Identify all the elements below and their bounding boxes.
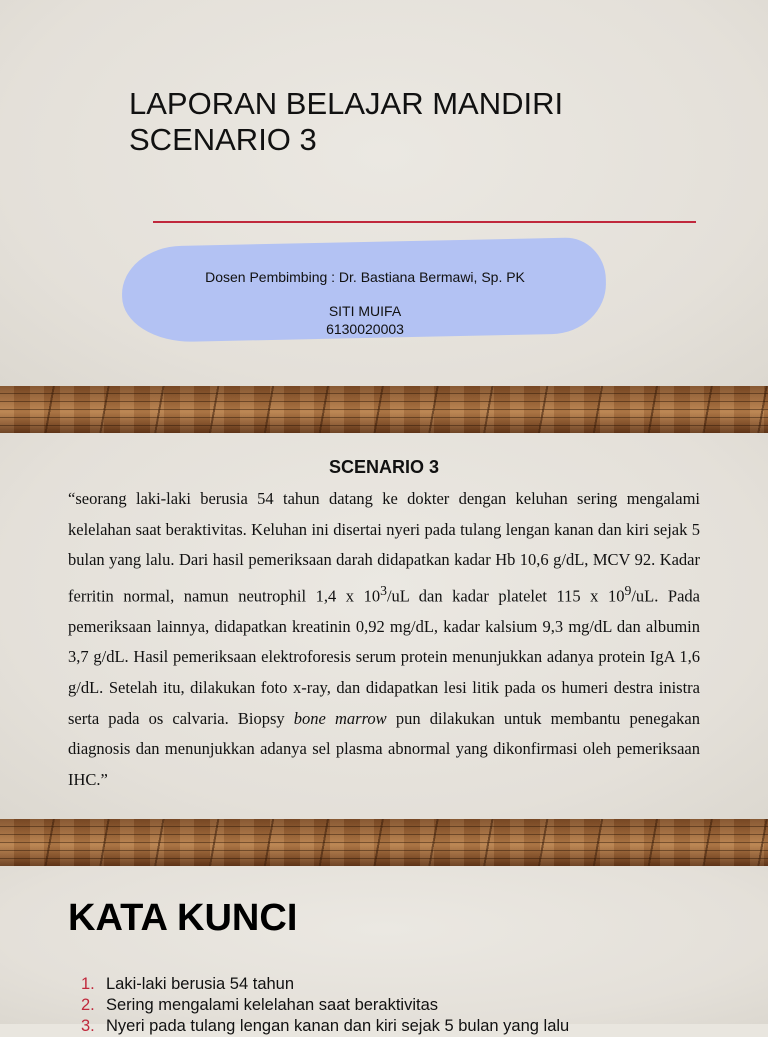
list-item	[81, 995, 569, 1016]
scenario-text-part-3: /uL. Pada pemeriksaan lainnya, didapatkan kreatinin 0,92 mg/dL, kadar kalsium 9,3 mg/dL dan albumin 3,7 g/dL. Hasil pemeriksaan elektroforesis serum protein menunjukkan adanya protein IgA 1,6 g/dL. Setelah itu, dilakukan foto x-ray, dan didapatkan lesi litik pada os humeri destra inistra serta pada os calvaria. Biopsy	[68, 586, 700, 728]
keywords-slide	[0, 866, 768, 1035]
scenario-text-part-1: “seorang laki-laki berusia 54 tahun datang ke dokter dengan keluhan sering mengalami kelelahan saat beraktivitas. Keluhan ini disertai nyeri pada tulang lengan kanan dan kiri sejak 5 bulan yang lalu. Dari hasil pemeriksaan darah didapatkan kadar Hb 10,6 g/dL, MCV 92. Kadar ferritin normal, namun neutrophil 1,4 x 10	[68, 489, 700, 606]
slide-title	[129, 86, 563, 158]
scenario-text-part-4: pun dilakukan untuk membantu penegakan diagnosis dan menunjukkan adanya sel plasma abnormal yang dikonfirmasi oleh pemeriksaan IHC.”	[68, 708, 700, 789]
scenario-text-part-2: /uL dan kadar platelet 115 x 10	[386, 586, 625, 606]
list-number: 3.	[81, 1017, 95, 1035]
title-line-2: SCENARIO 3	[129, 122, 317, 157]
keywords-heading: KATA KUNCI	[68, 897, 298, 939]
scenario-slide	[0, 433, 768, 819]
title-line-1: LAPORAN BELAJAR MANDIRI	[129, 86, 564, 121]
title-slide	[0, 0, 768, 386]
list-number: 1.	[81, 975, 95, 993]
list-text: Sering mengalami kelelahan saat beraktivitas	[106, 996, 439, 1014]
info-block	[122, 242, 608, 338]
wood-separator	[0, 386, 768, 433]
list-number: 2.	[81, 996, 95, 1014]
scenario-heading: SCENARIO 3	[328, 457, 440, 477]
scenario-paragraph	[68, 484, 700, 795]
superscript-3: 3	[380, 582, 387, 598]
list-text: Laki-laki berusia 54 tahun	[106, 975, 295, 993]
student-id: 6130020003	[326, 321, 404, 337]
supervisor-text: Dosen Pembimbing : Dr. Bastiana Bermawi, Sp. PK	[205, 269, 525, 285]
italic-term: bone marrow	[293, 708, 387, 728]
superscript-9: 9	[624, 582, 632, 598]
student-name: SITI MUIFA	[328, 303, 402, 319]
list-item	[81, 974, 569, 995]
wood-separator	[0, 819, 768, 866]
list-item	[81, 1016, 569, 1037]
keywords-list	[81, 974, 569, 1037]
title-divider	[153, 221, 696, 223]
list-text: Nyeri pada tulang lengan kanan dan kiri sejak 5 bulan yang lalu	[106, 1017, 570, 1035]
